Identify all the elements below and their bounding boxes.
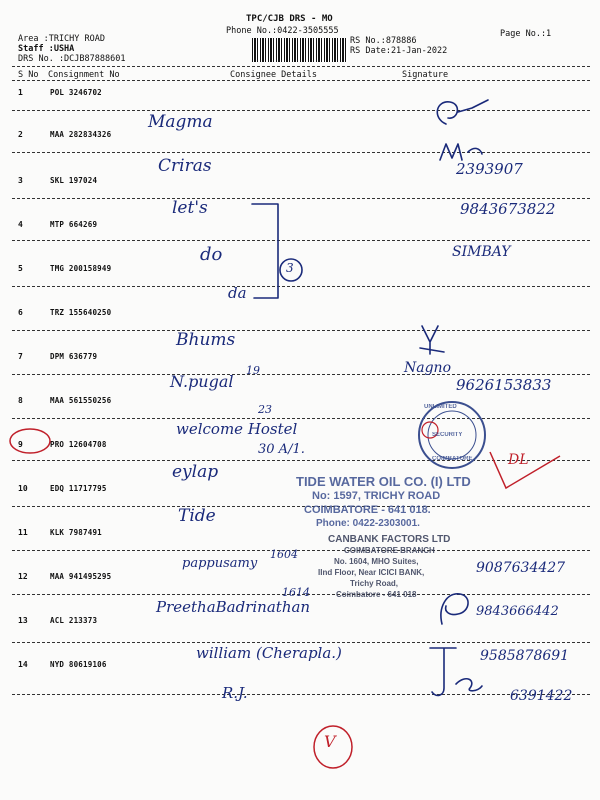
col-signature: Signature xyxy=(402,70,449,80)
rs-number: RS No.:878886 xyxy=(350,36,417,46)
handwritten-signature: SIMBAY xyxy=(452,244,511,260)
seal-text-middle: SECURITY xyxy=(432,432,463,438)
seal-text-top: UNLIMITED xyxy=(424,404,457,410)
row-rule xyxy=(12,152,590,153)
stamp-line: COIMBATORE BRANCH xyxy=(344,546,435,555)
handwritten-consignee: R.J. xyxy=(222,684,248,702)
row-sno: 3 xyxy=(18,176,23,185)
red-circle-label: V xyxy=(324,732,336,751)
handwritten-phone: 9843673822 xyxy=(460,200,556,218)
row-consignment: MAA 941495295 xyxy=(50,572,112,581)
handwritten-phone: 9585878691 xyxy=(480,648,570,664)
row-sno: 9 xyxy=(18,440,23,449)
row-rule xyxy=(12,550,590,551)
handwritten-note: 30 A/1. xyxy=(258,442,305,457)
page-number: Page No.:1 xyxy=(500,29,552,39)
handwritten-consignee: N.pugal xyxy=(170,372,234,391)
row-rule xyxy=(12,694,590,695)
row-consignment: TMG 200158949 xyxy=(50,264,112,273)
handwritten-signature: Nagno xyxy=(404,360,452,376)
handwritten-phone: 6391422 xyxy=(510,688,573,704)
bracket-mark xyxy=(250,200,310,310)
staff-label: Staff :USHA xyxy=(18,44,75,54)
area-label: Area :TRICHY ROAD xyxy=(18,34,105,44)
row-consignment: ACL 213373 xyxy=(50,616,98,625)
row-sno: 13 xyxy=(18,616,28,625)
header-rule xyxy=(12,66,590,67)
row-consignment: PRO 12604708 xyxy=(50,440,107,449)
sheet-title: TPC/CJB DRS - MO xyxy=(246,14,333,24)
barcode xyxy=(252,38,348,62)
handwritten-consignee: william (Cherapla.) xyxy=(196,644,342,662)
handwritten-phone: 9843666442 xyxy=(476,604,559,619)
handwritten-note: 1604 xyxy=(270,548,298,561)
phone-number: Phone No.:0422-3505555 xyxy=(226,26,339,36)
col-consignee: Consignee Details xyxy=(230,70,317,80)
stamp-line: COIMBATORE - 641 018. xyxy=(304,504,431,516)
handwritten-consignee: Tide xyxy=(178,506,216,526)
signature-mark xyxy=(436,588,480,628)
row-consignment: DPM 636779 xyxy=(50,352,98,361)
row-rule xyxy=(12,506,590,507)
handwritten-consignee: eylap xyxy=(172,462,219,482)
handwritten-phone: 2393907 xyxy=(456,160,523,178)
row-sno: 4 xyxy=(18,220,23,229)
row-sno: 10 xyxy=(18,484,28,493)
drs-number: DRS No. :DCJB87888601 xyxy=(18,54,126,64)
stamp-line: TIDE WATER OIL CO. (I) LTD xyxy=(296,474,471,489)
row-sno: 12 xyxy=(18,572,28,581)
col-consignment: Consignment No xyxy=(48,70,120,80)
handwritten-note: 19 xyxy=(246,364,260,377)
row-consignment: POL 3246702 xyxy=(50,88,102,97)
row-rule xyxy=(12,330,590,331)
handwritten-note: 23 xyxy=(258,403,272,416)
column-rule xyxy=(12,80,590,81)
handwritten-consignee: pappusamy xyxy=(182,556,258,571)
row-rule xyxy=(12,110,590,111)
row-sno: 11 xyxy=(18,528,28,537)
row-rule xyxy=(12,642,590,643)
handwritten-note: 1614 xyxy=(282,586,310,599)
handwritten-phone: 9626153833 xyxy=(456,376,552,394)
seal-text-bottom: COIMBATORE xyxy=(432,456,473,462)
stamp-line: Coimbatore - 641 018 xyxy=(336,590,417,599)
row-sno: 14 xyxy=(18,660,28,669)
stamp-line: CANBANK FACTORS LTD xyxy=(328,534,451,545)
row-consignment: TRZ 155640250 xyxy=(50,308,112,317)
handwritten-consignee: welcome Hostel xyxy=(176,420,298,438)
signature-mark xyxy=(428,94,498,134)
stamp-line: No. 1604, MHO Suites, xyxy=(334,557,419,566)
row-sno: 6 xyxy=(18,308,23,317)
rs-date: RS Date:21-Jan-2022 xyxy=(350,46,448,56)
row-sno: 5 xyxy=(18,264,23,273)
red-circle-mark xyxy=(6,426,54,456)
row-consignment: MAA 282834326 xyxy=(50,130,112,139)
row-consignment: EDQ 11717795 xyxy=(50,484,107,493)
handwritten-consignee: Bhums xyxy=(176,330,236,350)
row-consignment: MTP 664269 xyxy=(50,220,98,229)
handwritten-consignee: da xyxy=(228,284,247,302)
row-consignment: SKL 197024 xyxy=(50,176,98,185)
row-sno: 7 xyxy=(18,352,23,361)
handwritten-consignee: let's xyxy=(172,198,208,218)
row-sno: 1 xyxy=(18,88,23,97)
signature-mark xyxy=(416,318,452,358)
row-sno: 2 xyxy=(18,130,23,139)
row-rule xyxy=(12,198,590,199)
handwritten-consignee: PreethaBadrinathan xyxy=(156,598,311,616)
handwritten-phone: 9087634427 xyxy=(476,560,566,576)
handwritten-consignee: do xyxy=(200,244,223,265)
row-sno: 8 xyxy=(18,396,23,405)
row-consignment: KLK 7987491 xyxy=(50,528,102,537)
row-consignment: MAA 561550256 xyxy=(50,396,112,405)
signature-mark xyxy=(426,644,486,702)
stamp-line: No: 1597, TRICHY ROAD xyxy=(312,490,441,502)
bracket-number: 3 xyxy=(286,261,294,275)
handwritten-consignee: Criras xyxy=(158,156,212,176)
row-consignment: NYD 80619106 xyxy=(50,660,107,669)
stamp-line: IInd Floor, Near ICICI BANK, xyxy=(318,568,425,577)
handwritten-consignee: Magma xyxy=(148,112,213,132)
red-annotation: DL xyxy=(508,452,529,468)
row-rule xyxy=(12,374,590,375)
col-sno: S No xyxy=(18,70,39,80)
stamp-line: Phone: 0422-2303001. xyxy=(316,518,420,529)
stamp-line: Trichy Road, xyxy=(350,579,399,588)
